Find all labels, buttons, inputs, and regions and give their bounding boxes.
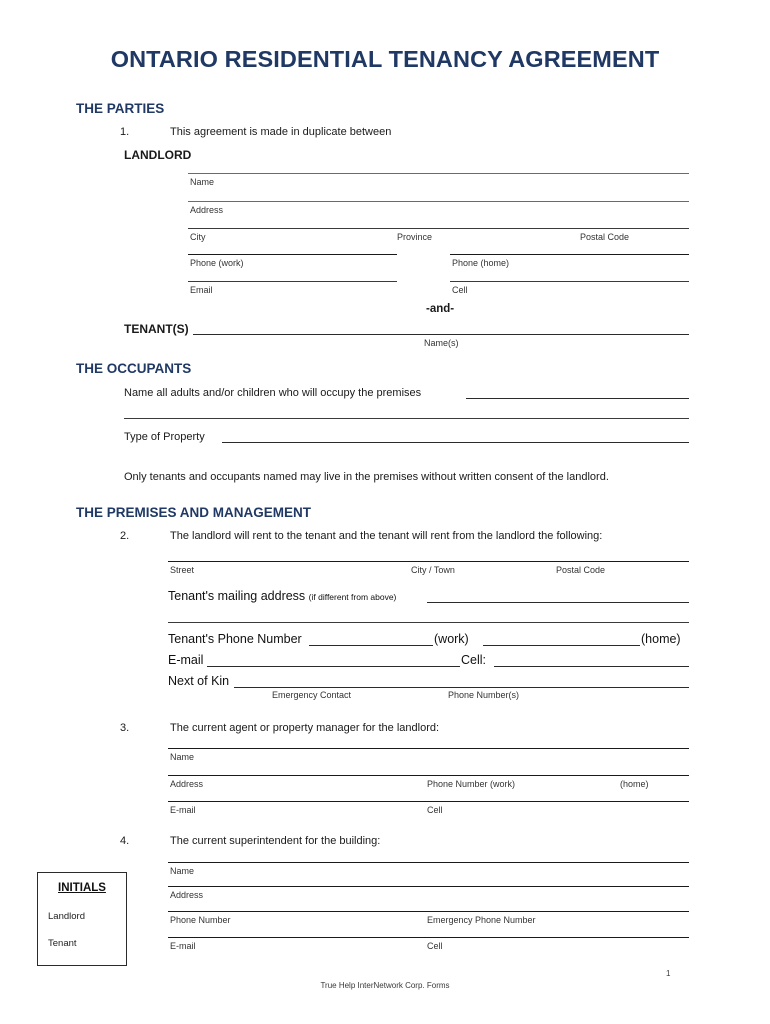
landlord-email-line[interactable] xyxy=(188,281,397,282)
landlord-cell-line[interactable] xyxy=(450,281,689,282)
clause-number-2: 2. xyxy=(120,530,130,542)
emergency-contact-sublabel: Emergency Contact xyxy=(272,690,352,700)
next-of-kin-label: Next of Kin xyxy=(168,674,230,688)
superintendent-emergency-phone-label: Emergency Phone Number xyxy=(427,915,536,925)
agent-cell-label: Cell xyxy=(427,805,443,815)
mailing-address-line-2[interactable] xyxy=(168,622,689,623)
tenant-phone-work-line[interactable] xyxy=(309,645,433,646)
tenant-cell-label: Cell: xyxy=(461,653,487,667)
agent-address-line[interactable] xyxy=(168,775,689,776)
superintendent-address-line[interactable] xyxy=(168,886,689,887)
agent-email-label: E-mail xyxy=(170,805,196,815)
landlord-city-line[interactable] xyxy=(188,228,689,229)
mailing-address-label xyxy=(168,589,396,603)
landlord-postal-label: Postal Code xyxy=(580,232,630,242)
clause-4-text: The current superintendent for the building: xyxy=(170,835,381,847)
clause-number-1: 1. xyxy=(120,126,130,138)
tenant-email-line[interactable] xyxy=(207,666,460,667)
clause-1-text: This agreement is made in duplicate between xyxy=(170,126,392,138)
landlord-cell-label: Cell xyxy=(452,285,468,295)
agent-name-line[interactable] xyxy=(168,748,689,749)
superintendent-cell-label: Cell xyxy=(427,941,443,951)
occupants-names-line-1[interactable] xyxy=(466,398,689,399)
landlord-phone-home-line[interactable] xyxy=(450,254,689,255)
superintendent-email-label: E-mail xyxy=(170,941,196,951)
type-of-property-label: Type of Property xyxy=(124,431,205,443)
type-of-property-line[interactable] xyxy=(222,442,689,443)
superintendent-phone-line[interactable] xyxy=(168,911,689,912)
premises-city-label: City / Town xyxy=(411,565,455,575)
occupants-names-line-2[interactable] xyxy=(124,418,689,419)
agent-phone-work-label: Phone Number (work) xyxy=(427,779,516,789)
agent-email-line[interactable] xyxy=(168,801,689,802)
tenant-names-line[interactable] xyxy=(193,334,689,335)
landlord-phone-home-label: Phone (home) xyxy=(452,258,510,268)
superintendent-name-line[interactable] xyxy=(168,862,689,863)
tenant-names-sublabel: Name(s) xyxy=(424,338,459,348)
tenant-phone-label: Tenant's Phone Number xyxy=(168,632,302,646)
landlord-email-label: Email xyxy=(190,285,213,295)
superintendent-email-line[interactable] xyxy=(168,937,689,938)
page-number: 1 xyxy=(666,969,671,978)
page-title: ONTARIO RESIDENTIAL TENANCY AGREEMENT xyxy=(110,46,660,72)
clause-number-3: 3. xyxy=(120,722,130,734)
landlord-name-label: Name xyxy=(190,177,215,187)
agent-phone-home-label: (home) xyxy=(620,779,649,789)
next-of-kin-line[interactable] xyxy=(234,687,689,688)
superintendent-address-label: Address xyxy=(170,890,204,900)
superintendent-phone-label: Phone Number xyxy=(170,915,231,925)
clause-3-text: The current agent or property manager for the landlord: xyxy=(170,722,440,734)
mailing-address-line-1[interactable] xyxy=(427,602,689,603)
premises-street-line[interactable] xyxy=(168,561,689,562)
clause-2-text: The landlord will rent to the tenant and the tenant will rent from the landlord the following: xyxy=(170,530,603,542)
landlord-city-label: City xyxy=(190,232,206,242)
footer-text: True Help InterNetwork Corp. Forms xyxy=(320,981,450,990)
premises-street-label: Street xyxy=(170,565,195,575)
landlord-address-line[interactable] xyxy=(188,201,689,202)
initials-landlord-label[interactable]: Landlord xyxy=(48,911,85,922)
occupants-notice-text: Only tenants and occupants named may live in the premises without written consent of the landlord. xyxy=(124,471,609,483)
tenant-cell-line[interactable] xyxy=(494,666,689,667)
section-heading-premises: THE PREMISES AND MANAGEMENT xyxy=(76,505,312,520)
section-heading-occupants: THE OCCUPANTS xyxy=(76,361,192,376)
agent-name-label: Name xyxy=(170,752,195,762)
phone-numbers-sublabel: Phone Number(s) xyxy=(448,690,520,700)
tenant-label: TENANT(S) xyxy=(124,322,189,336)
clause-number-4: 4. xyxy=(120,835,130,847)
landlord-label: LANDLORD xyxy=(124,148,192,162)
premises-postal-label: Postal Code xyxy=(556,565,606,575)
landlord-phone-work-line[interactable] xyxy=(188,254,397,255)
initials-tenant-label[interactable]: Tenant xyxy=(48,938,77,949)
landlord-province-label: Province xyxy=(397,232,433,242)
occupants-name-all-label: Name all adults and/or children who will occupy the premises xyxy=(124,387,422,399)
initials-box xyxy=(37,872,127,966)
landlord-name-line[interactable] xyxy=(188,173,689,174)
landlord-address-label: Address xyxy=(190,205,224,215)
landlord-phone-work-label: Phone (work) xyxy=(190,258,244,268)
initials-title: INITIALS xyxy=(58,882,106,894)
agent-address-label: Address xyxy=(170,779,204,789)
tenant-phone-work-suffix: (work) xyxy=(434,632,469,646)
tenant-phone-home-suffix: (home) xyxy=(641,632,681,646)
superintendent-name-label: Name xyxy=(170,866,195,876)
tenant-phone-home-line[interactable] xyxy=(483,645,640,646)
tenant-email-label: E-mail xyxy=(168,653,204,667)
mailing-address-note: (if different from above) xyxy=(308,592,397,602)
mailing-address-text: Tenant's mailing address xyxy=(168,589,306,603)
section-heading-parties: THE PARTIES xyxy=(76,101,165,116)
and-separator: -and- xyxy=(426,303,455,315)
